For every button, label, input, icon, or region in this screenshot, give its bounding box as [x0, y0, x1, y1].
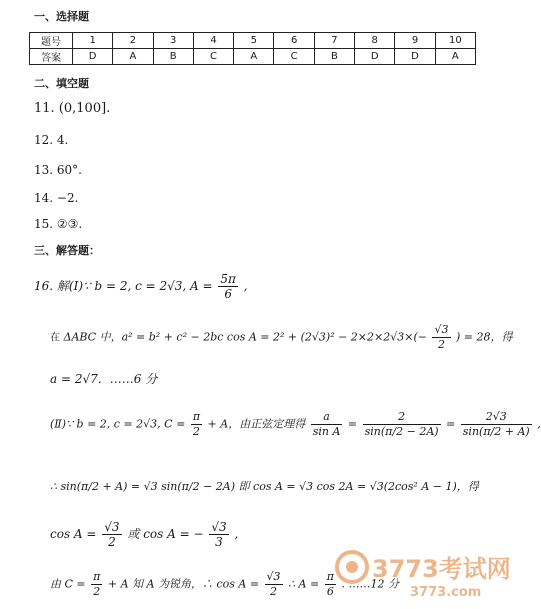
answer-cell: A [234, 49, 274, 65]
fill-answer-11: 11. (0,100]. [34, 101, 111, 116]
q16-l4-eq2: = [446, 417, 456, 431]
q16-l4-fraction-4 [461, 410, 532, 439]
q16-line-1 [34, 272, 248, 301]
watermark-logo [332, 541, 511, 603]
answer-cell: D [73, 49, 113, 65]
fraction-denominator: 3 [215, 535, 223, 549]
q16-line-4 [50, 410, 541, 439]
answer-table [29, 32, 476, 65]
question-number: 3 [153, 33, 193, 49]
fraction-denominator: 6 [224, 287, 232, 301]
question-number: 6 [274, 33, 314, 49]
question-number: 9 [395, 33, 435, 49]
fraction-numerator: 2√3 [461, 410, 532, 425]
question-number: 4 [193, 33, 233, 49]
question-number: 2 [113, 33, 153, 49]
fraction-numerator: π [192, 410, 201, 423]
q16-l7-mid2: ∴ A = [288, 577, 320, 591]
fraction-numerator: √3 [266, 570, 281, 583]
q16-l7-mid: + A 知 A 为锐角，∴ cos A = [107, 577, 260, 591]
q16-line-3: a = 2√7．……6 分 [50, 372, 158, 386]
q16-l2-cn: 在 [50, 332, 60, 344]
answer-table-header-row [30, 33, 476, 49]
q16-l1-fraction [218, 272, 238, 301]
answer-cell: A [113, 49, 153, 65]
answer-cell: A [435, 49, 475, 65]
q16-l4-fraction-2 [311, 410, 343, 439]
q16-l6-fraction-2 [209, 520, 228, 549]
watermark-brand: 3773考试网 [372, 555, 511, 583]
q16-l6-a: cos A = [50, 527, 97, 541]
fraction-denominator: 2 [108, 535, 116, 549]
question-number: 10 [435, 33, 475, 49]
answer-table-answer-row [30, 49, 476, 65]
table-answer-label: 答案 [30, 49, 73, 65]
fraction-numerator: a [311, 410, 343, 425]
question-number: 7 [314, 33, 354, 49]
fraction-denominator: 2 [93, 585, 101, 598]
q16-l7-a: 由 C = [50, 577, 86, 591]
question-number: 5 [234, 33, 274, 49]
q16-l2-fraction [432, 323, 450, 352]
q16-l4-fraction-3 [363, 410, 441, 439]
q16-l7-end: . ……12 分 [341, 577, 399, 591]
q16-l2-math: ΔABC 中，a² = b² + c² − 2bc cos A = 2² + (2√3)² − 2×2×2√3×(− [63, 330, 427, 344]
question-number: 8 [355, 33, 395, 49]
fraction-numerator: π [93, 570, 101, 583]
q16-l4-fraction-1 [191, 410, 202, 439]
q16-l6-mid: 或 cos A = − [127, 527, 204, 541]
q16-l1-prefix: 16. 解(Ⅰ)∵ b = 2, c = 2√3, A = [34, 279, 213, 293]
q16-line-2 [50, 323, 513, 352]
fraction-denominator: 6 [326, 585, 334, 598]
section-fill-heading: 二、填空题 [34, 77, 89, 90]
q16-l4-mid: + A，由正弦定理得 [207, 417, 306, 431]
q16-line-5: ∴ sin(π/2 + A) = √3 sin(π/2 − 2A) 即 cos A = √3 cos 2A = √3(2cos² A − 1)，得 [50, 480, 479, 493]
answer-cell: D [355, 49, 395, 65]
fraction-denominator: sin(π/2 − 2A) [364, 425, 439, 438]
fraction-denominator: 2 [270, 585, 278, 598]
answer-cell: C [274, 49, 314, 65]
fraction-numerator: √3 [104, 520, 120, 534]
q16-l7-fraction-1 [91, 570, 102, 599]
q16-l1-suffix: , [243, 279, 248, 293]
fraction-denominator: sin(π/2 + A) [462, 425, 530, 438]
fill-answer-13: 13. 60°. [34, 163, 82, 177]
section-solve-heading: 三、解答题： [34, 244, 100, 257]
q16-l7-fraction-2 [265, 570, 283, 599]
fraction-denominator: 2 [437, 338, 445, 351]
fraction-denominator: sin A [312, 425, 341, 438]
fill-answer-15: 15. ②③. [34, 217, 83, 231]
q16-l2-tail: ) = 28，得 [456, 330, 513, 344]
fill-answer-12: 12. 4. [34, 133, 69, 147]
q16-l6-end: , [234, 527, 239, 541]
watermark-mark-icon [337, 552, 367, 582]
answer-cell: B [153, 49, 193, 65]
watermark-url: 3773.com [410, 585, 482, 600]
q16-l4-prefix: (Ⅱ)∵ b = 2, c = 2√3, C = [50, 417, 186, 431]
answer-cell: C [193, 49, 233, 65]
fraction-denominator: 2 [192, 425, 200, 438]
fraction-numerator: 5π [220, 272, 236, 286]
q16-l4-eq1: = [347, 417, 358, 431]
answer-cell: B [314, 49, 354, 65]
fraction-numerator: 2 [363, 410, 441, 425]
question-number: 1 [73, 33, 113, 49]
fill-answer-14: 14. −2. [34, 191, 79, 205]
fraction-numerator: π [326, 570, 334, 583]
table-header-label: 题号 [30, 33, 73, 49]
q16-l4-end: , [537, 417, 541, 431]
answer-cell: D [395, 49, 435, 65]
q16-l6-fraction-1 [102, 520, 121, 549]
fraction-numerator: √3 [211, 520, 227, 534]
fraction-numerator: √3 [434, 323, 449, 336]
q16-line-6 [50, 520, 238, 549]
section-choice-heading: 一、选择题 [34, 10, 89, 23]
